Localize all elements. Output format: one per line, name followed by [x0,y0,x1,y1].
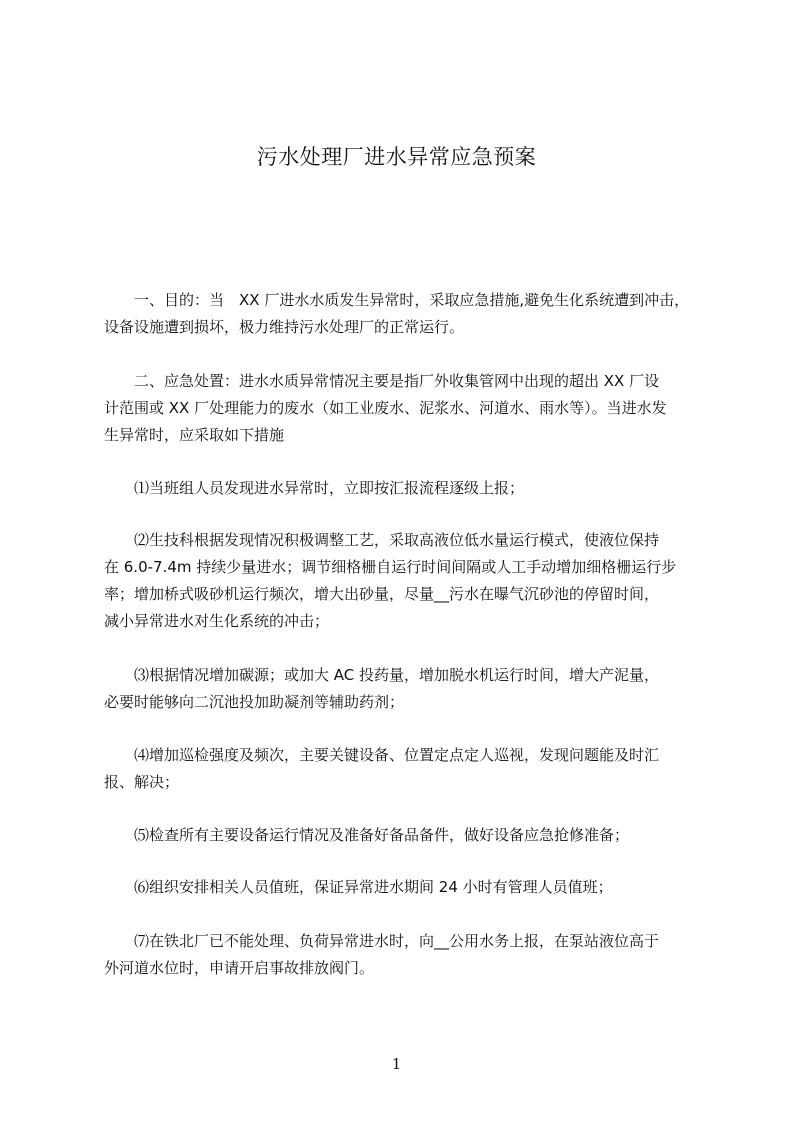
paragraph-line: ⑺在铁北厂已不能处理、负荷异常进水时，向__公用水务上报，在泵站液位高于 [104,932,660,950]
paragraph-line: ⑴当班组人员发现进水异常时，立即按汇报流程逐级上报； [104,479,525,497]
document-title: 污水处理厂进水异常应急预案 [256,145,537,169]
paragraph-line: 外河道水位时，申请开启事故排放阀门。 [104,959,375,977]
paragraph-line: 减小异常进水对生化系统的冲击； [104,612,330,630]
paragraph-line: 报、解决； [104,773,180,791]
paragraph-purpose [104,287,712,341]
paragraph-line: 率；增加桥式吸砂机运行频次，增大出砂量，尽量__污水在曝气沉砂池的停留时间， [104,585,660,603]
paragraph-line: 生异常时，应采取如下措施 [104,426,285,444]
paragraph-measure-7 [104,928,712,982]
page-number: 1 [391,1055,402,1073]
paragraph-line: 必要时能够向二沉池投加助凝剂等辅助药剂； [104,693,405,711]
paragraph-line: ⑵生技科根据发现情况积极调整工艺，采取高液位低水量运行模式，使液位保持 [104,531,660,549]
paragraph-measure-2 [104,527,712,635]
paragraph-line: 设备设施遭到损坏，极力维持污水处理厂的正常运行。 [104,318,465,336]
paragraph-measure-4 [104,742,712,796]
paragraph-line: 计范围或 XX 厂处理能力的废水（如工业废水、泥浆水、河道水、雨水等）。当进水发 [104,399,667,417]
paragraph-line: 在 6.0-7.4m 持续少量进水；调节细格栅自运行时间间隔或人工手动增加细格栅运行步 [104,558,677,576]
paragraph-line: ⑹组织安排相关人员值班，保证异常进水期间 24 小时有管理人员值班； [104,878,613,896]
paragraph-measure-6 [104,874,712,901]
paragraph-measure-1 [104,475,712,502]
paragraph-line: ⑷增加巡检强度及频次，主要关键设备、位置定点定人巡视，发现问题能及时汇 [104,746,660,764]
paragraph-line: ⑸检查所有主要设备运行情况及准备好备品备件，做好设备应急抢修准备； [104,826,630,844]
paragraph-measure-5 [104,822,712,849]
paragraph-measure-3 [104,662,712,716]
paragraph-line: 一、目的：当 XX 厂进水水质发生异常时，采取应急措施,避免生化系统遭到冲击， [104,291,690,309]
paragraph-line: ⑶根据情况增加碳源；或加大 AC 投药量，增加脱水机运行时间，增大产泥量， [104,666,660,684]
paragraph-emergency-handling [104,368,712,449]
paragraph-line: 二、应急处置：进水水质异常情况主要是指厂外收集管网中出现的超出 XX 厂设 [104,372,660,390]
